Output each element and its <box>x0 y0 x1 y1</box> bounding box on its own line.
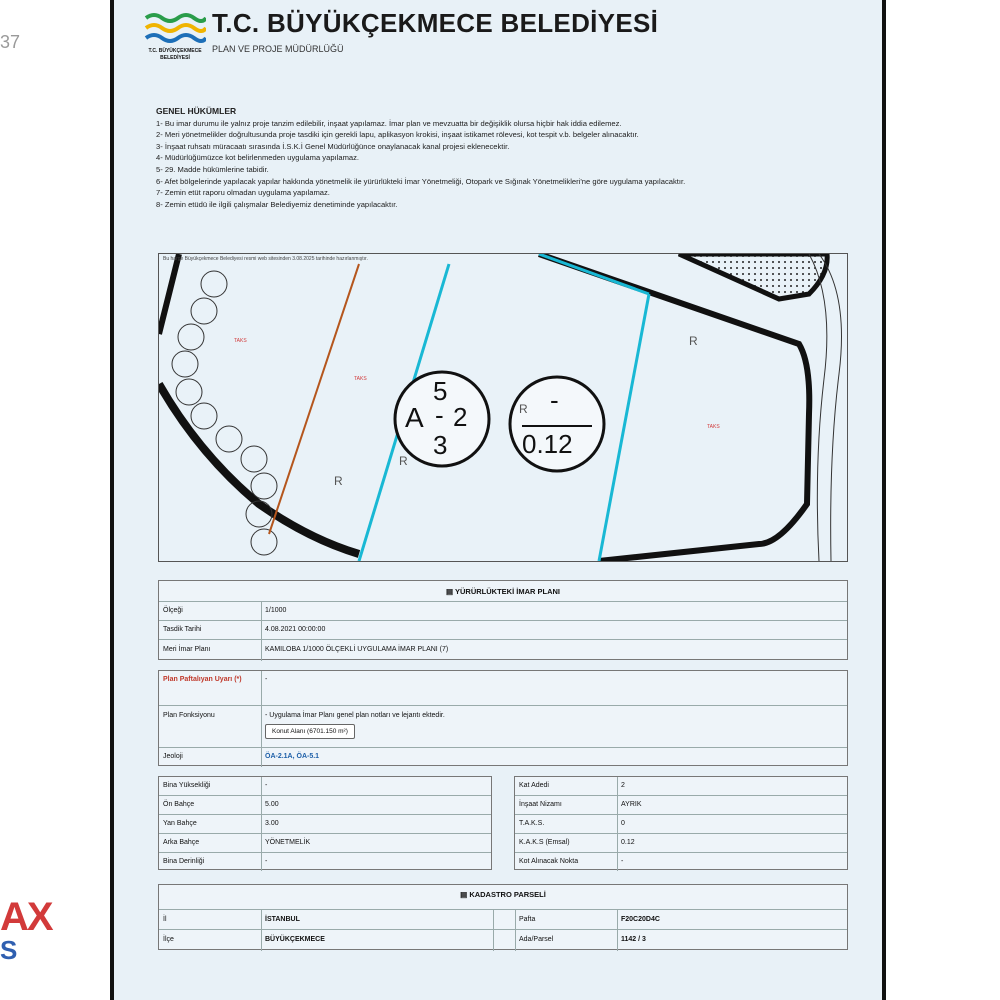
row-value: İSTANBUL <box>265 916 300 923</box>
zoning-map-drawing <box>159 254 847 561</box>
rule-item: 1- Bu imar durumu ile yalnız proje tanzim edilebilir, inşaat yapılamaz. İmar plan ve mevzuatta bir değişiklik olursa hiçbir hak iddia edilemez. <box>156 118 622 128</box>
row-value: 0.12 <box>621 839 635 846</box>
table-row <box>159 777 491 795</box>
map-small-label: TAKS <box>707 424 720 430</box>
page-subtitle: PLAN VE PROJE MÜDÜRLÜĞÜ <box>212 44 344 54</box>
circle1-bottom: 3 <box>433 430 448 460</box>
map-label-r: R <box>334 474 343 488</box>
page-title: T.C. BÜYÜKÇEKMECE BELEDİYESİ <box>212 8 659 38</box>
row-label: İnşaat Nizamı <box>519 801 562 808</box>
table-row <box>159 747 847 767</box>
plan-panel <box>158 580 848 660</box>
row-label: T.A.K.S. <box>519 820 545 827</box>
rule-item: 8- Zemin etüdü ile ilgili çalışmalar Belediyemiz denetiminde yapılacaktır. <box>156 199 398 209</box>
cadastre-panel <box>158 884 848 950</box>
row-label: Kat Adedi <box>519 782 549 789</box>
row-value: F20C20D4C <box>621 916 660 923</box>
row-value: 4.08.2021 00:00:00 <box>265 626 326 633</box>
plan-note-circle-2 <box>510 377 604 471</box>
left-brand-logo: AX <box>0 895 52 939</box>
row-label: Meri İmar Planı <box>163 646 211 653</box>
document-icon: ▤ <box>445 587 456 596</box>
plan-note-circle-1 <box>395 372 489 466</box>
table-row <box>515 852 847 871</box>
row-value: 0 <box>621 820 625 827</box>
warning-label: Plan Paftalıyan Uyarı (*) <box>163 676 242 683</box>
circle1-top: 5 <box>433 376 448 406</box>
rule-item: 2- Meri yönetmelikler doğrultusunda proje tasdiki için gerekli lapu, aplikasyon krokisi, inşaat istikamet rölevesi, kot tespit v.b. belgeler alınacaktır. <box>156 130 639 140</box>
map-small-label: TAKS <box>354 376 367 382</box>
jeoloji-label: Jeoloji <box>163 753 183 760</box>
table-row <box>159 601 847 621</box>
row-value: - <box>621 858 624 865</box>
left-page-number: 37 <box>0 32 21 52</box>
row-value: - <box>265 858 268 865</box>
row-label: Ada/Parsel <box>519 936 554 943</box>
table-row <box>159 795 491 815</box>
rule-item: 7- Zemin etüt raporu olmadan uygulama yapılamaz. <box>156 188 330 198</box>
row-value: KAMILOBA 1/1000 ÖLÇEKLİ UYGULAMA İMAR PLANI (7) <box>265 646 449 653</box>
row-label: Yan Bahçe <box>163 820 197 827</box>
general-rules <box>156 106 806 210</box>
table-row <box>159 620 847 640</box>
row-value: 1/1000 <box>265 607 287 614</box>
cadastre-title-text: KADASTRO PARSELİ <box>469 890 546 899</box>
row-label: K.A.K.S (Emsal) <box>519 839 570 846</box>
building-left-panel <box>158 776 492 870</box>
row-label: Ön Bahçe <box>163 801 195 808</box>
circle1-middle: - <box>435 400 444 430</box>
row-value: 2 <box>621 782 625 789</box>
row-value: - <box>265 782 268 789</box>
map-small-label: TAKS <box>234 338 247 344</box>
circle1-left: A <box>405 402 424 433</box>
function-value: - Uygulama İmar Planı genel plan notları ve lejantı ektedir. <box>265 712 445 719</box>
table-row <box>159 639 847 661</box>
jeoloji-value[interactable]: ÖA-2.1A, ÖA-5.1 <box>265 753 320 760</box>
row-value: 3.00 <box>265 820 279 827</box>
circle2-bottom: 0.12 <box>522 429 573 459</box>
warning-value: - <box>265 676 268 683</box>
document-icon: ▤ <box>460 890 470 899</box>
plan-details-panel <box>158 670 848 766</box>
plan-title-text: YÜRÜRLÜKTEKİ İMAR PLANI <box>455 587 561 596</box>
rule-item: 5- 29. Madde hükümlerine tabidir. <box>156 164 269 174</box>
table-row <box>515 814 847 834</box>
circle1-right: 2 <box>453 402 468 432</box>
zoning-document <box>110 0 886 1000</box>
table-row <box>159 814 491 834</box>
row-value: 5.00 <box>265 801 279 808</box>
row-value: 1142 / 3 <box>621 936 646 943</box>
table-row <box>515 777 847 795</box>
map-note: Bu harge Büyükçekmece Belediyesi resmi web sitesinden 3.08.2025 tarihinde hazırlanmıştır. <box>163 256 368 262</box>
row-label: Arka Bahçe <box>163 839 200 846</box>
circle2-top: - <box>550 385 559 415</box>
table-row <box>159 705 847 748</box>
table-row <box>515 795 847 815</box>
rules-title: GENEL HÜKÜMLER <box>156 106 237 116</box>
table-row <box>159 852 491 871</box>
table-row <box>159 671 847 705</box>
map-label-r: R <box>519 402 528 416</box>
left-brand-logo-sub: S <box>0 935 18 965</box>
table-row <box>159 833 491 853</box>
row-label: İlçe <box>163 936 174 943</box>
map-label-r: R <box>689 334 698 348</box>
row-label: Tasdik Tarihi <box>163 626 202 633</box>
logo-caption: T.C. BÜYÜKÇEKMECE BELEDİYESİ <box>148 48 202 61</box>
residential-area-button[interactable]: Konut Alanı (6701.150 m²) <box>265 724 355 739</box>
map-label-r: R <box>399 454 408 468</box>
table-row <box>159 929 847 951</box>
row-label: Ölçeği <box>163 607 183 614</box>
zoning-map <box>158 253 848 562</box>
rule-item: 4- Müdürlüğümüzce kot belirlenmeden uygulama yapılamaz. <box>156 153 360 163</box>
row-label: Bina Yüksekliği <box>163 782 211 789</box>
row-value: YÖNETMELİK <box>265 839 311 846</box>
rule-item: 6- Afet bölgelerinde yapılacak yapılar hakkında yönetmelik ile yürürlükteki İmar Yönetmeliği, Otopark ve Sığınak Yönetmelikleri'ne göre uygulama yapılacaktır. <box>156 176 686 186</box>
row-value: BÜYÜKÇEKMECE <box>265 936 325 943</box>
plan-panel-title <box>159 587 847 596</box>
row-label: Bina Derinliği <box>163 858 205 865</box>
rule-item: 3- İnşaat ruhsatı müracaatı sırasında İ.S.K.İ Genel Müdürlüğünce onaylanacak kanal projesi eklenecektir. <box>156 141 510 151</box>
building-right-panel <box>514 776 848 870</box>
row-value: AYRIK <box>621 801 642 808</box>
function-label: Plan Fonksiyonu <box>163 712 215 719</box>
cadastre-panel-title <box>159 890 847 899</box>
row-label: İl <box>163 916 167 923</box>
row-label: Pafta <box>519 916 536 923</box>
table-row <box>159 909 847 930</box>
table-row <box>515 833 847 853</box>
row-label: Kot Alınacak Nokta <box>519 858 579 865</box>
